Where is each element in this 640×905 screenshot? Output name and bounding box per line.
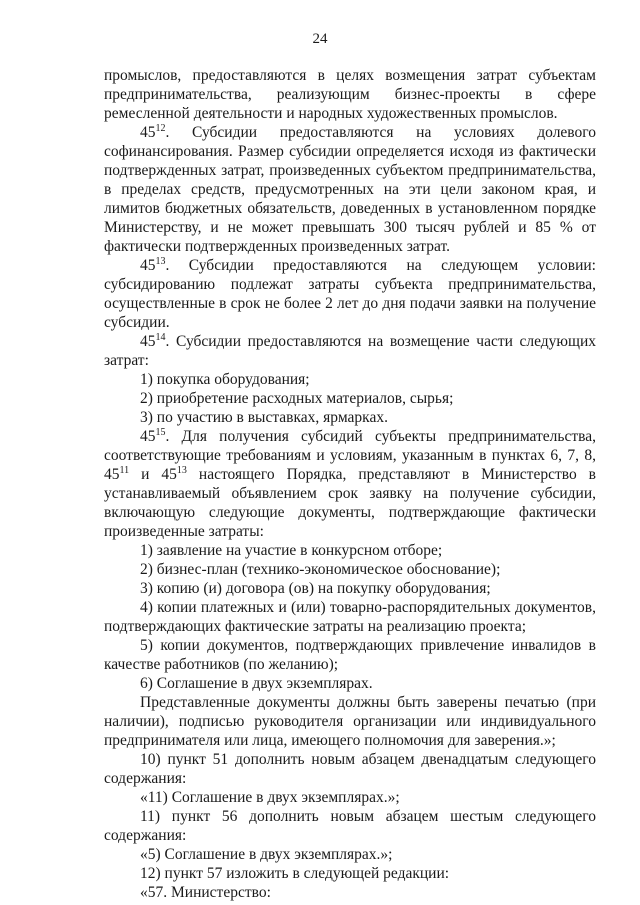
- paragraph-45-15: [104, 427, 596, 541]
- clause-text: . Для получения субсидий субъекты предпринимательства, соответствующие требованиям и условиям, указанным в пунктах 6, 7, 8, 45: [104, 428, 596, 483]
- clause-text: . Субсидии предоставляются на возмещение части следующих затрат:: [104, 333, 596, 369]
- reference-superscript: 13: [176, 464, 187, 476]
- paragraph-45-13: [104, 256, 596, 332]
- clause-superscript: 15: [155, 426, 166, 438]
- list-item: 5) копии документов, подтверждающих привлечение инвалидов в качестве работников (по желанию);: [104, 637, 596, 673]
- list-item: 6) Соглашение в двух экземплярах.: [140, 675, 373, 692]
- page-number: 24: [312, 31, 328, 47]
- amendment-11: 11) пункт 56 дополнить новым абзацем шестым следующего содержания:: [104, 808, 596, 844]
- list-item: 2) бизнес-план (технико-экономическое обоснование);: [140, 561, 501, 578]
- amendment-11-text: «5) Соглашение в двух экземплярах.»;: [140, 846, 393, 863]
- list-item: 3) копию (и) договора (ов) на покупку оборудования;: [140, 580, 491, 597]
- clause-number: 45: [140, 257, 156, 274]
- clause-superscript: 13: [155, 255, 166, 267]
- clause-text: настоящего Порядка, представляют в Министерство в устанавливаемый объявлением срок заявку на получение субсидии, включающую следующие документы, подтверждающие фактически произведенные затраты:: [104, 466, 597, 540]
- clause-number: 45: [140, 333, 156, 350]
- list-item: 2) приобретение расходных материалов, сырья;: [140, 390, 454, 407]
- paragraph-45-12: [104, 123, 596, 256]
- list-item: 1) заявление на участие в конкурсном отборе;: [140, 542, 443, 559]
- list-item: 1) покупка оборудования;: [140, 371, 310, 388]
- clause-text: . Субсидии предоставляются на следующем условии: субсидированию подлежат затраты субъекта предпринимательства, осуществленные в срок не более 2 лет до дня подачи заявки на получение субсидии.: [104, 257, 596, 331]
- amendment-12: 12) пункт 57 изложить в следующей редакции:: [140, 865, 450, 882]
- clause-number: 45: [140, 428, 156, 445]
- clause-text: . Субсидии предоставляются на условиях долевого софинансирования. Размер субсидии определяется исходя из фактически подтвержденных затрат, произведенных субъектом предпринимательства, в пределах средств, предусмотренных на эти цели законом края, и лимитов бюджетных обязательств, доведенных в установленном порядке Министерству, и не может превышать 300 тысяч рублей и 85 % от фактически подтвержденных произведенных затрат.: [104, 124, 596, 255]
- amendment-12-text: «57. Министерство:: [140, 884, 271, 901]
- list-item: 4) копии платежных и (или) товарно-распорядительных документов, подтверждающих фактические затраты на реализацию проекта;: [104, 599, 596, 635]
- amendment-10: 10) пункт 51 дополнить новым абзацем двенадцатым следующего содержания:: [104, 751, 596, 787]
- clause-superscript: 12: [155, 122, 166, 134]
- paragraph-continuation: промыслов, предоставляются в целях возмещения затрат субъектам предпринимательства, реализующим бизнес-проекты в сфере ремесленной деятельности и народных художественных промыслов.: [104, 67, 596, 122]
- reference-superscript: 11: [119, 464, 130, 476]
- clause-text: и 45: [129, 466, 177, 483]
- clause-superscript: 14: [155, 331, 166, 343]
- clause-number: 45: [140, 124, 156, 141]
- paragraph-certification: Представленные документы должны быть заверены печатью (при наличии), подписью руководителя организации или индивидуального предпринимателя или лица, имеющего полномочия для заверения.»;: [104, 694, 596, 749]
- document-body: [104, 66, 596, 902]
- list-item: 3) по участию в выставках, ярмарках.: [140, 409, 388, 426]
- amendment-10-text: «11) Соглашение в двух экземплярах.»;: [140, 789, 400, 806]
- paragraph-45-14: [104, 332, 596, 370]
